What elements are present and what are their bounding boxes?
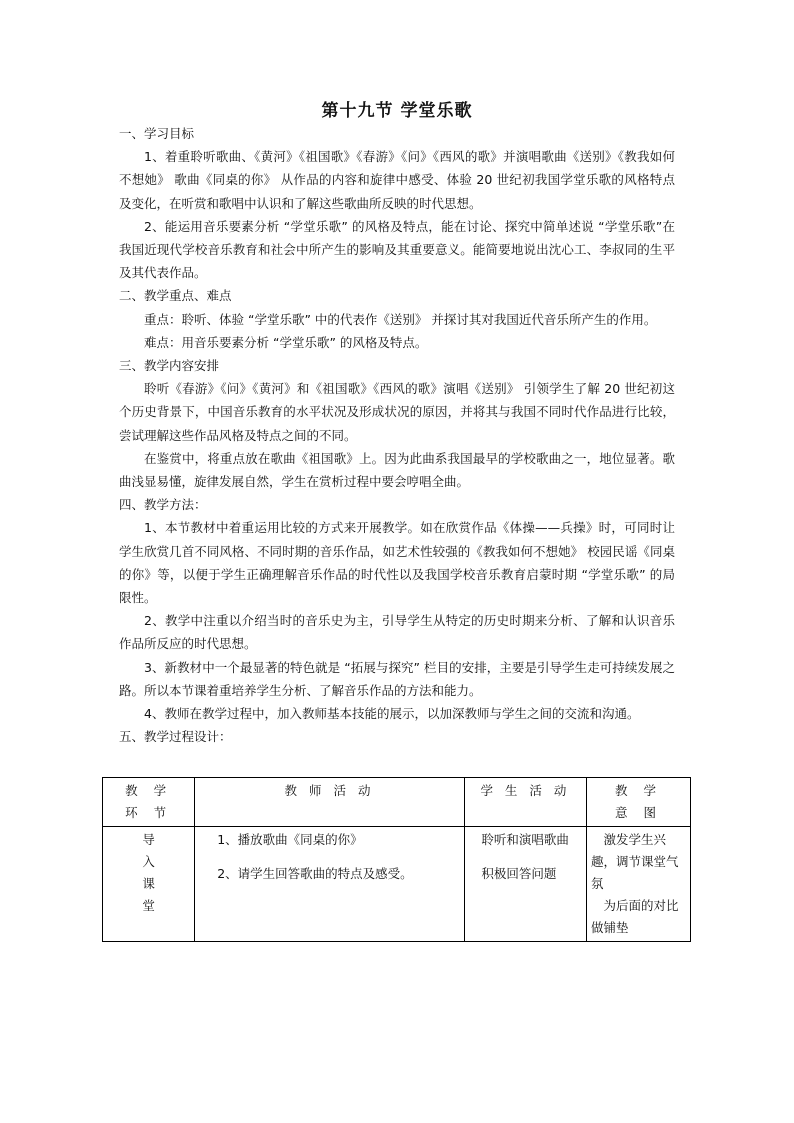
- intent-item: 激发学生兴趣，调节课堂气氛: [591, 832, 679, 891]
- section-heading-process: 五、教学过程设计：: [119, 729, 232, 745]
- student-activity-cell: [464, 827, 586, 942]
- paragraph: 1、着重聆听歌曲、《黄河》《祖国歌》《春游》《问》《西风的歌》并演唱歌曲《送别》《教我如何不想她》 歌曲《同桌的你》 从作品的内容和旋律中感受、体验 20 世纪初我国学堂乐歌的风格特点及变化，在听赏和歌唱中认识和了解这些歌曲所反映的时代思想。: [119, 149, 675, 211]
- document-body: [119, 122, 675, 748]
- stage-char: 堂: [142, 898, 155, 913]
- paragraph: 聆听《春游》《问》《黄河》和《祖国歌》《西风的歌》演唱《送别》 引领学生了解 20 世纪初这个历史背景下，中国音乐教育的水平状况及形成状况的原因，并将其与我国不同时代作品进行比较，尝试理解这些作品风格及特点之间的不同。: [119, 381, 675, 443]
- header-stage: [103, 778, 195, 827]
- header-student-activity: [464, 778, 586, 827]
- header-teacher-label: 教 师 活 动: [284, 783, 375, 798]
- section-heading-methods: 四、教学方法：: [119, 497, 207, 513]
- stage-char: 入: [142, 854, 155, 869]
- paragraph: 在鉴赏中，将重点放在歌曲《祖国歌》上。因为此曲系我国最早的学校歌曲之一，地位显著。歌曲浅显易懂，旋律发展自然，学生在赏析过程中要会哼唱全曲。: [119, 450, 675, 490]
- teacher-activity-cell: [195, 827, 465, 942]
- lesson-plan-table: [102, 777, 691, 942]
- table-row: [103, 827, 691, 942]
- header-intent-line: 意 图: [615, 805, 662, 820]
- stage-char: 课: [142, 876, 155, 891]
- teacher-activity-item: 1、播放歌曲《同桌的你》: [217, 832, 363, 847]
- header-stage-line: 教 学: [125, 783, 173, 798]
- paragraph: 4、教师在教学过程中，加入教师基本技能的展示，以加深教师与学生之间的交流和沟通。: [144, 706, 640, 722]
- section-heading-objectives: 一、学习目标: [119, 126, 195, 141]
- teacher-activity-item: 2、请学生回答歌曲的特点及感受。: [217, 866, 413, 881]
- header-intent-line: 教 学: [615, 783, 662, 798]
- paragraph: 2、教学中注重以介绍当时的音乐史为主，引导学生从特定的历史时期来分析、了解和认识音乐作品所反应的时代思想。: [119, 613, 675, 652]
- section-heading-content: 三、教学内容安排: [119, 358, 220, 374]
- header-intent: [587, 778, 691, 827]
- intent-item: 为后面的对比做铺垫: [591, 898, 679, 935]
- paragraph: 1、本节教材中着重运用比较的方式来开展教学。如在欣赏作品《体操——兵操》时，可同时让学生欣赏几首不同风格、不同时期的音乐作品，如艺术性较强的《教我如何不想她》 校园民谣《同桌的你》等，以便于学生正确理解音乐作品的时代性以及我国学校音乐教育启蒙时期 “学堂乐歌” 的局限性。: [119, 520, 675, 606]
- paragraph: 3、新教材中一个最显著的特色就是 “拓展与探究” 栏目的安排，主要是引导学生走可持续发展之路。所以本节课着重培养学生分析、了解音乐作品的方法和能力。: [119, 659, 675, 698]
- header-student-label: 学 生 活 动: [480, 783, 571, 798]
- student-activity-item: 聆听和演唱歌曲: [481, 832, 569, 847]
- paragraph: 重点：聆听、体验 “学堂乐歌” 中的代表作《送别》 并探讨其对我国近代音乐所产生的作用。: [144, 311, 657, 327]
- stage-cell: [103, 827, 195, 942]
- paragraph: 难点：用音乐要素分析 “学堂乐歌” 的风格及特点。: [144, 334, 428, 350]
- stage-char: 导: [142, 832, 155, 847]
- page-title: 第十九节 学堂乐歌: [321, 101, 473, 121]
- paragraph: 2、能运用音乐要素分析 “学堂乐歌” 的风格及特点，能在讨论、探究中简单述说 “学堂乐歌”在我国近现代学校音乐教育和社会中所产生的影响及其重要意义。能简要地说出沈心工、李叔同的生平及其代表作品。: [119, 218, 675, 281]
- intent-cell: [587, 827, 691, 942]
- student-activity-item: 积极回答问题: [481, 866, 557, 881]
- header-teacher-activity: [195, 778, 465, 827]
- section-heading-key-points: 二、教学重点、难点: [119, 288, 232, 304]
- table-header-row: [103, 778, 691, 827]
- header-stage-line: 环 节: [125, 805, 173, 820]
